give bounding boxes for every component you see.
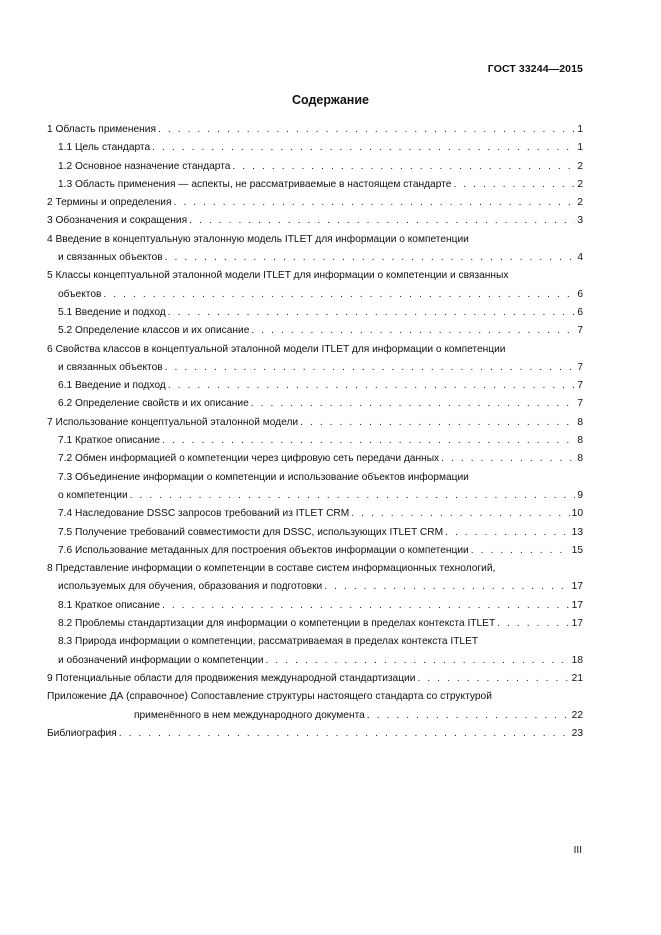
toc-entry-page: 6	[577, 306, 583, 318]
toc-entry-text: объектов	[58, 288, 102, 300]
toc-entry[interactable]	[47, 377, 583, 395]
toc-entry[interactable]	[47, 121, 583, 139]
toc-entry-page: 13	[571, 526, 583, 538]
toc-entry-text: 2 Термины и определения	[47, 197, 172, 209]
toc-entry-page: 8	[577, 435, 583, 447]
toc-entry[interactable]	[47, 432, 583, 450]
dot-leader	[251, 395, 576, 413]
toc-entry-text: 7 Использование концептуальной эталонной модели	[47, 416, 299, 428]
dot-leader	[130, 487, 576, 505]
toc-entry-page: 3	[577, 215, 583, 227]
toc-entry[interactable]	[47, 176, 583, 194]
toc-entry[interactable]	[47, 725, 583, 743]
toc-entry-text: 6.1 Введение и подход	[58, 380, 166, 392]
toc-entry-text: 4 Введение в концептуальную эталонную модель ITLET для информации о компетенции	[47, 233, 469, 245]
dot-leader	[497, 615, 569, 633]
toc-entry-text: 5.2 Определение классов и их описание	[58, 325, 250, 337]
dot-leader	[232, 158, 575, 176]
toc-entry[interactable]	[47, 615, 583, 633]
toc-entry-text: 8 Представление информации о компетенции в составе систем информационных технологий,	[47, 563, 496, 575]
toc-entry-page: 17	[571, 618, 583, 630]
dot-leader	[119, 725, 570, 743]
toc-entry-text: Библиография	[47, 727, 117, 739]
toc-entry-text: Приложение ДА (справочное) Сопоставление структуры настоящего стандарта со структурой	[47, 691, 492, 703]
toc-entry-page: 10	[571, 508, 583, 520]
toc-entry-text: 6 Свойства классов в концептуальной эталонной модели ITLET для информации о компетенции	[47, 343, 506, 355]
toc-entry[interactable]	[47, 688, 583, 725]
toc-entry[interactable]	[47, 542, 583, 560]
toc-entry[interactable]	[47, 560, 583, 597]
toc-entry-page: 2	[577, 178, 583, 190]
toc-title: Содержание	[291, 93, 369, 107]
toc-entry-text: 7.3 Объединение информации о компетенции и использование объектов информации	[58, 471, 469, 483]
toc-entry[interactable]	[47, 341, 583, 378]
dot-leader	[162, 432, 575, 450]
toc-entry-page: 7	[577, 325, 583, 337]
table-of-contents	[47, 121, 583, 743]
toc-entry[interactable]	[47, 322, 583, 340]
toc-entry-page: 1	[577, 124, 583, 135]
toc-entry[interactable]	[47, 524, 583, 542]
toc-entry-page: 2	[577, 160, 583, 172]
toc-entry-text: 5 Классы концептуальной эталонной модели ITLET для информации о компетенции и связанных	[47, 270, 509, 282]
dot-leader	[445, 524, 570, 542]
toc-entry-page: 2	[577, 197, 583, 209]
dot-leader	[165, 249, 576, 267]
toc-entry-text: 7.2 Обмен информацией о компетенции через цифровую сеть передачи данных	[58, 453, 440, 465]
dot-leader	[189, 212, 575, 230]
toc-entry[interactable]	[47, 414, 583, 432]
toc-entry[interactable]	[47, 231, 583, 268]
dot-leader	[168, 377, 576, 395]
page-number: III	[573, 845, 582, 856]
toc-entry-page: 7	[577, 361, 583, 373]
toc-entry[interactable]	[47, 212, 583, 230]
toc-entry-text: 5.1 Введение и подход	[58, 306, 166, 318]
dot-leader	[251, 322, 575, 340]
dot-leader	[103, 286, 575, 304]
dot-leader	[158, 121, 575, 139]
toc-entry-text: 8.1 Краткое описание	[58, 599, 161, 611]
toc-entry[interactable]	[47, 633, 583, 670]
dot-leader	[266, 652, 570, 670]
toc-entry[interactable]	[47, 670, 583, 688]
toc-entry[interactable]	[47, 395, 583, 413]
toc-entry[interactable]	[47, 505, 583, 523]
toc-entry-page: 15	[571, 544, 583, 556]
toc-entry-page: 7	[577, 380, 583, 392]
dot-leader	[471, 542, 570, 560]
dot-leader	[453, 176, 575, 194]
dot-leader	[351, 505, 569, 523]
toc-entry-text: 6.2 Определение свойств и их описание	[58, 398, 249, 410]
toc-entry-page: 4	[577, 252, 583, 264]
toc-entry-page: 17	[571, 581, 583, 593]
toc-entry-page: 1	[577, 142, 583, 154]
toc-entry-page: 7	[577, 398, 583, 410]
toc-entry[interactable]	[47, 469, 583, 506]
toc-entry-text: 3 Обозначения и сокращения	[47, 215, 188, 227]
toc-entry-text: используемых для обучения, образования и подготовки	[58, 581, 323, 593]
dot-leader	[173, 194, 575, 212]
toc-entry-text: и связанных объектов	[58, 252, 163, 264]
toc-entry-page: 21	[571, 672, 583, 684]
toc-entry[interactable]	[47, 450, 583, 468]
toc-entry-text: 7.6 Использование метаданных для построения объектов информации о компетенции	[58, 544, 469, 556]
toc-entry-text: 1.3 Область применения — аспекты, не рассматриваемые в настоящем стандарте	[58, 178, 452, 190]
toc-entry-page: 18	[571, 654, 583, 666]
toc-entry-text: 7.1 Краткое описание	[58, 435, 161, 447]
toc-entry-text: 7.5 Получение требований совместимости для DSSC, использующих ITLET CRM	[58, 526, 444, 538]
dot-leader	[300, 414, 575, 432]
toc-entry[interactable]	[47, 304, 583, 322]
dot-leader	[324, 578, 569, 596]
dot-leader	[165, 359, 576, 377]
toc-entry-text: 8.3 Природа информации о компетенции, рассматриваемая в пределах контекста ITLET	[58, 636, 479, 648]
toc-entry[interactable]	[47, 139, 583, 157]
toc-entry-page: 23	[571, 727, 583, 739]
toc-entry-text: 1.2 Основное назначение стандарта	[58, 160, 231, 172]
toc-entry-text: 8.2 Проблемы стандартизации для информации о компетенции в пределах контекста ITLET	[58, 618, 496, 630]
toc-entry-text: 1 Область применения	[47, 124, 156, 135]
toc-entry[interactable]	[47, 158, 583, 176]
dot-leader	[152, 139, 575, 157]
toc-entry[interactable]	[47, 597, 583, 615]
toc-entry-page: 8	[577, 453, 583, 465]
toc-entry[interactable]	[47, 267, 583, 304]
toc-entry-page: 22	[571, 709, 583, 721]
dot-leader	[441, 450, 575, 468]
toc-entry-text: о компетенции	[58, 489, 128, 501]
document-code: ГОСТ 33244—2015	[487, 63, 583, 75]
dot-leader	[417, 670, 569, 688]
dot-leader	[168, 304, 576, 322]
toc-entry-page: 17	[571, 599, 583, 611]
toc-entry-text: и связанных объектов	[58, 361, 163, 373]
dot-leader	[367, 707, 570, 725]
toc-entry-page: 9	[577, 489, 583, 501]
toc-entry-text: 1.1 Цель стандарта	[58, 142, 151, 154]
toc-entry-text: применённого в нем международного документа	[134, 709, 365, 721]
toc-entry-page: 6	[577, 288, 583, 300]
toc-entry-page: 8	[577, 416, 583, 428]
dot-leader	[162, 597, 570, 615]
toc-entry-text: и обозначений информации о компетенции	[58, 654, 264, 666]
toc-entry[interactable]	[47, 194, 583, 212]
toc-entry-text: 9 Потенциальные области для продвижения международной стандартизации	[47, 672, 416, 684]
toc-entry-text: 7.4 Наследование DSSC запросов требований из ITLET CRM	[58, 508, 350, 520]
